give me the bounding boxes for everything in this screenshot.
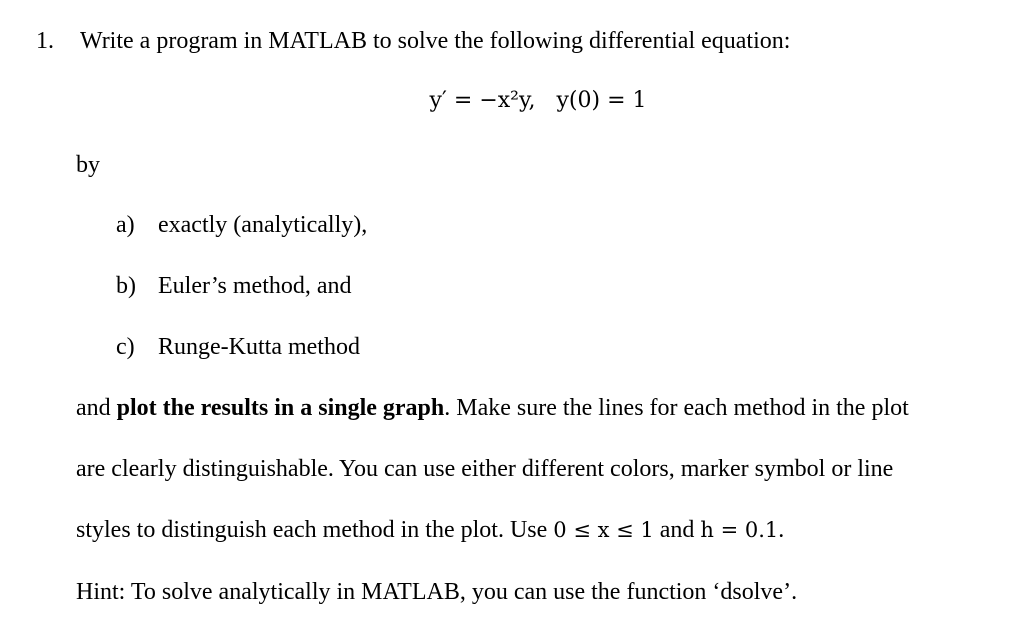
paragraph-text: and: [653, 517, 701, 543]
method-item-b: [116, 271, 352, 301]
method-item-c: [116, 332, 360, 362]
paragraph-text: styles to distinguish each method in the plot. Use: [76, 517, 554, 543]
method-item-a: [116, 210, 367, 240]
method-marker: c): [116, 334, 135, 360]
range-expression: 0 ≤ x ≤ 1: [553, 518, 654, 542]
paragraph-emphasis: plot the results in a single graph: [116, 395, 445, 421]
initial-condition: y(0) = 1: [556, 88, 647, 113]
paragraph-line-1: [76, 393, 909, 423]
question-text: Write a program in MATLAB to solve the following differential equation:: [80, 28, 791, 54]
paragraph-text: and: [76, 395, 117, 421]
paragraph-text: .: [778, 517, 785, 543]
paragraph-text: . Make sure the lines for each method in the plot: [444, 395, 909, 421]
hint-text: Hint: To solve analytically in MATLAB, you can use the function ‘dsolve’.: [76, 579, 798, 605]
differential-equation: [0, 86, 1024, 116]
paragraph-line-3: [76, 515, 784, 545]
method-marker: b): [116, 273, 136, 299]
question-number: 1.: [36, 28, 54, 54]
method-marker: a): [116, 212, 135, 238]
method-text: exactly (analytically),: [158, 212, 368, 238]
method-text: Runge-Kutta method: [158, 334, 360, 360]
by-label: by: [76, 152, 100, 178]
method-text: Euler’s method, and: [158, 273, 352, 299]
paragraph-line-2: are clearly distinguishable. You can use either different colors, marker symbol or line: [76, 456, 894, 482]
equation-lhs: y′ = −x²y,: [429, 88, 536, 113]
step-expression: h = 0.1: [700, 518, 779, 542]
